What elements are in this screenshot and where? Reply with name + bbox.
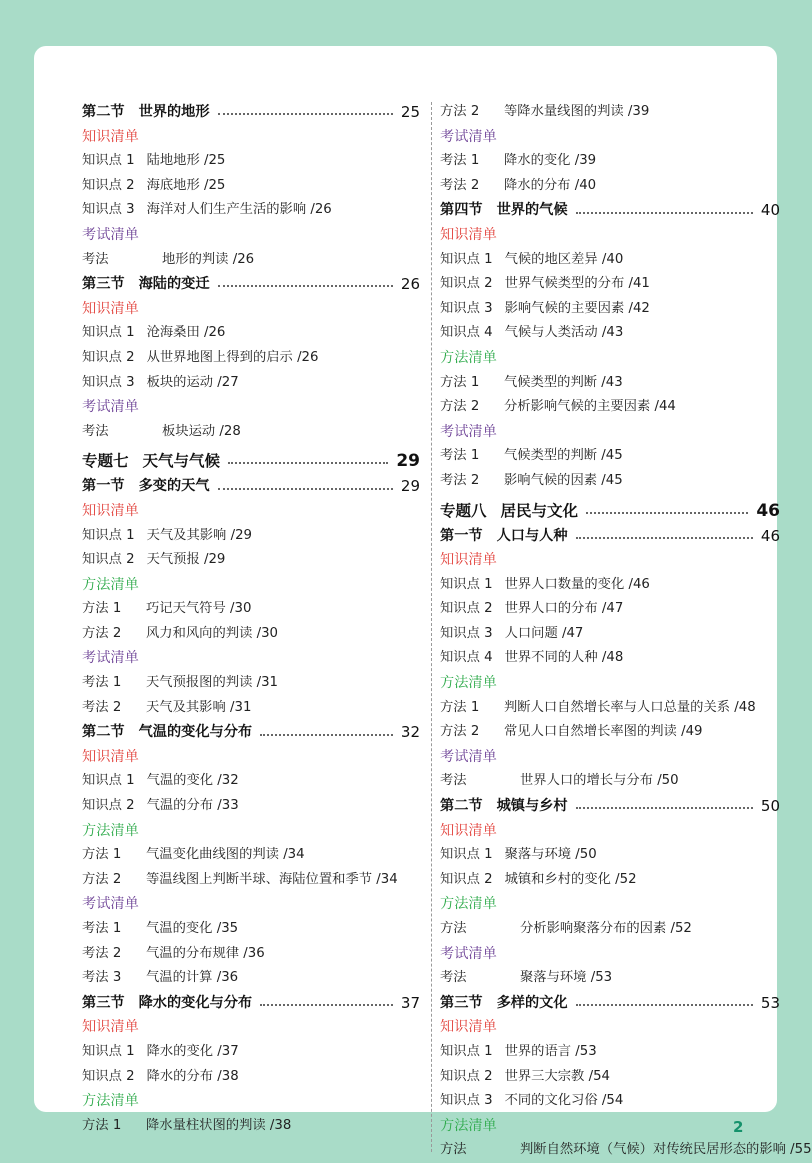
entry-text: 降水的分布 /38 (146, 1068, 239, 1084)
entry-label: 方法 2 (440, 104, 480, 119)
toc-entry[interactable] (82, 868, 420, 893)
toc-entry[interactable] (440, 769, 780, 794)
toc-title (82, 100, 210, 125)
entry-label: 方法 1 (440, 374, 480, 390)
entry-label: 方法 (440, 921, 467, 936)
toc-entry[interactable] (82, 942, 420, 967)
entry-text: 降水的分布 /40 (504, 177, 597, 193)
toc-page (34, 46, 812, 1158)
toc-entry[interactable] (440, 149, 780, 174)
category-heading-text: 方法清单 (440, 896, 497, 913)
entry-label: 方法 (440, 1142, 467, 1158)
entry-label: 方法 1 (82, 847, 122, 863)
entry-text: 巧记天气符号 /30 (146, 601, 252, 617)
toc-entry[interactable] (82, 321, 420, 346)
category-heading-text: 知识清单 (440, 226, 497, 243)
entry-text: 风力和风向的判读 /30 (146, 625, 279, 641)
entry-text: 海底地形 /25 (146, 177, 226, 193)
toc-page-number: 50 (760, 797, 780, 816)
category-heading (440, 420, 780, 445)
toc-entry[interactable] (440, 622, 780, 647)
entry-text: 地形的判读 /26 (162, 251, 255, 267)
toc-page-number: 32 (400, 723, 420, 742)
category-heading (82, 819, 420, 844)
toc-entry[interactable] (440, 843, 780, 868)
category-heading (440, 346, 780, 371)
category-heading (440, 745, 780, 770)
entry-label: 知识点 2 (82, 177, 135, 193)
toc-title-text: 城镇与乡村 (496, 798, 568, 815)
entry-text: 从世界地图上得到的启示 /26 (146, 349, 319, 365)
toc-entry[interactable] (82, 794, 420, 819)
entry-label: 考法 1 (440, 153, 480, 169)
toc-entry[interactable] (440, 696, 780, 721)
entry-label: 考法 (440, 970, 467, 986)
entry-text: 世界气候类型的分布 /41 (504, 276, 650, 292)
entry-text: 不同的文化习俗 /54 (504, 1093, 624, 1109)
toc-page-number: 53 (760, 993, 780, 1012)
entry-label: 考法 1 (82, 675, 122, 691)
category-heading-text: 知识清单 (82, 300, 139, 317)
toc-entry[interactable] (82, 966, 420, 991)
toc-title-text: 人口与人种 (496, 527, 568, 544)
toc-number: 第二节 (82, 104, 125, 120)
toc-entry[interactable] (440, 966, 780, 991)
toc-entry[interactable] (82, 198, 420, 223)
entry-text: 判断自然环境（气候）对传统民居形态的影响 /55 (520, 1142, 812, 1158)
toc-entry[interactable] (440, 597, 780, 622)
category-heading (440, 892, 780, 917)
entry-text: 板块的运动 /27 (146, 374, 239, 390)
toc-page-number: 29 (396, 451, 420, 472)
entry-label: 考法 1 (440, 448, 480, 464)
toc-entry[interactable] (440, 371, 780, 396)
toc-page-number: 25 (400, 103, 420, 121)
entry-text: 世界人口数量的变化 /46 (504, 576, 650, 592)
category-heading-text: 知识清单 (440, 552, 497, 569)
entry-label: 知识点 2 (440, 1068, 493, 1084)
category-heading (82, 223, 420, 248)
entry-label: 方法 1 (82, 1117, 122, 1133)
entry-label: 方法 2 (440, 724, 480, 740)
category-heading-text: 知识清单 (82, 748, 139, 765)
toc-entry[interactable] (440, 297, 780, 322)
toc-section-line[interactable] (82, 991, 420, 1016)
toc-number: 第三节 (82, 276, 125, 293)
toc-entry[interactable] (440, 321, 780, 346)
entry-label: 方法 2 (82, 625, 122, 641)
entry-text: 影响气候的主要因素 /42 (504, 300, 650, 316)
dot-leader (228, 462, 388, 464)
toc-entry[interactable] (82, 420, 420, 445)
category-heading (82, 892, 420, 917)
category-heading-text: 知识清单 (440, 822, 497, 839)
entry-text: 海洋对人们生产生活的影响 /26 (146, 202, 332, 218)
category-heading (440, 1114, 780, 1139)
entry-label: 知识点 2 (82, 349, 135, 365)
column-divider (431, 102, 432, 1152)
entry-label: 知识点 2 (82, 798, 135, 814)
entry-text: 气温的分布 /33 (146, 798, 239, 814)
entry-label: 知识点 3 (440, 300, 493, 316)
entry-text: 世界三大宗教 /54 (504, 1068, 610, 1084)
entry-label: 知识点 2 (440, 601, 493, 617)
category-heading-text: 考试清单 (82, 896, 139, 913)
toc-title-text: 气温的变化与分布 (138, 724, 253, 741)
toc-section-line[interactable] (82, 474, 420, 499)
category-heading (82, 646, 420, 671)
entry-label: 考法 1 (82, 921, 122, 936)
toc-entry[interactable] (440, 395, 780, 420)
toc-title-text: 多变的天气 (138, 478, 210, 495)
entry-text: 天气预报图的判读 /31 (146, 675, 279, 691)
category-heading (440, 942, 780, 967)
toc-page-number: 46 (756, 500, 780, 521)
toc-entry[interactable] (82, 622, 420, 647)
entry-text: 聚落与环境 /53 (520, 970, 613, 986)
toc-title-text: 海陆的变迁 (138, 276, 210, 293)
entry-label: 知识点 1 (82, 527, 135, 543)
toc-entry[interactable] (440, 917, 780, 942)
toc-entry[interactable] (440, 1138, 812, 1163)
category-heading (440, 671, 780, 696)
toc-entry[interactable] (82, 1040, 420, 1065)
toc-topic-line[interactable] (440, 498, 780, 524)
toc-number: 专题七 (82, 452, 129, 471)
category-heading-text: 方法清单 (82, 1093, 139, 1110)
entry-text: 等降水量线图的判读 /39 (504, 104, 650, 119)
toc-page-number: 26 (400, 275, 420, 294)
toc-entry[interactable] (82, 696, 420, 721)
toc-number: 第三节 (82, 994, 125, 1011)
toc-section-line[interactable] (82, 272, 420, 297)
toc-entry[interactable] (82, 597, 420, 622)
dot-leader (576, 1004, 753, 1006)
toc-title-text: 世界的气候 (496, 202, 568, 219)
entry-label: 方法 2 (440, 399, 480, 415)
toc-entry[interactable] (440, 868, 780, 893)
toc-section-line[interactable] (440, 524, 780, 549)
entry-text: 等温线图上判断半球、海陆位置和季节 /34 (146, 871, 398, 887)
toc-entry[interactable] (440, 646, 780, 671)
entry-label: 知识点 1 (440, 576, 493, 592)
entry-label: 知识点 2 (440, 871, 493, 887)
toc-title (440, 198, 568, 223)
toc-entry[interactable] (440, 444, 780, 469)
category-heading (82, 125, 420, 150)
entry-label: 知识点 2 (82, 552, 135, 568)
toc-title (82, 272, 210, 297)
entry-text: 气候的地区差异 /40 (504, 251, 624, 267)
entry-label: 考法 (440, 773, 467, 789)
category-heading-text: 考试清单 (440, 128, 497, 145)
toc-number: 第一节 (82, 478, 125, 495)
entry-text: 气温变化曲线图的判读 /34 (146, 847, 305, 863)
category-heading-text: 方法清单 (82, 822, 139, 839)
toc-entry[interactable] (440, 469, 780, 494)
entry-label: 知识点 3 (440, 625, 493, 641)
category-heading-text: 考试清单 (82, 650, 139, 667)
entry-text: 降水的变化 /39 (504, 153, 597, 169)
toc-entry[interactable] (82, 371, 420, 396)
entry-label: 知识点 4 (440, 650, 493, 666)
category-heading (82, 573, 420, 598)
toc-section-line[interactable] (82, 100, 420, 125)
category-heading (440, 1015, 780, 1040)
toc-right-column (440, 100, 812, 1163)
entry-label: 方法 2 (82, 871, 122, 887)
toc-title (82, 991, 252, 1016)
toc-entry[interactable] (440, 248, 780, 273)
entry-label: 方法 1 (82, 601, 122, 617)
entry-label: 知识点 3 (82, 374, 135, 390)
toc-title (82, 720, 252, 745)
entry-text: 世界不同的人种 /48 (504, 650, 624, 666)
toc-title-text: 降水的变化与分布 (138, 994, 253, 1011)
entry-text: 天气及其影响 /31 (146, 699, 252, 715)
toc-title (82, 474, 210, 499)
toc-entry[interactable] (440, 573, 780, 598)
dot-leader (576, 807, 753, 809)
entry-label: 考法 2 (82, 699, 122, 715)
entry-text: 降水的变化 /37 (146, 1043, 239, 1059)
entry-text: 气候类型的判断 /45 (504, 448, 623, 464)
category-heading-text: 方法清单 (82, 576, 139, 593)
category-heading-text: 考试清单 (440, 748, 497, 765)
toc-entry[interactable] (82, 346, 420, 371)
entry-label: 知识点 3 (440, 1093, 493, 1109)
toc-entry[interactable] (82, 548, 420, 573)
toc-entry[interactable] (82, 769, 420, 794)
toc-section-line[interactable] (440, 991, 780, 1016)
toc-title-text: 天气与气候 (142, 452, 221, 471)
toc-entry[interactable] (82, 524, 420, 549)
category-heading (440, 548, 780, 573)
entry-label: 知识点 3 (82, 202, 135, 218)
entry-label: 考法 2 (440, 472, 480, 488)
category-heading-text: 考试清单 (82, 399, 139, 416)
category-heading (440, 819, 780, 844)
toc-entry[interactable] (82, 917, 420, 942)
entry-text: 沧海桑田 /26 (146, 325, 226, 341)
toc-entry[interactable] (440, 100, 780, 125)
dot-leader (260, 1004, 393, 1006)
entry-label: 考法 2 (440, 177, 480, 193)
toc-page-number: 29 (400, 477, 420, 496)
toc-number: 第二节 (440, 798, 483, 815)
toc-entry[interactable] (82, 843, 420, 868)
entry-text: 气温的分布规律 /36 (146, 945, 265, 961)
toc-left-column (82, 100, 420, 1138)
entry-label: 考法 3 (82, 970, 122, 986)
toc-number: 专题八 (440, 501, 487, 520)
dot-leader (260, 734, 393, 736)
entry-label: 考法 (82, 251, 109, 267)
dot-leader (218, 113, 393, 115)
entry-text: 气候与人类活动 /43 (504, 325, 624, 341)
entry-text: 板块运动 /28 (162, 423, 241, 439)
category-heading-text: 知识清单 (440, 1019, 497, 1036)
toc-entry[interactable] (82, 1065, 420, 1090)
entry-label: 知识点 1 (440, 847, 493, 863)
category-heading (82, 395, 420, 420)
category-heading-text: 知识清单 (82, 128, 139, 145)
toc-page-number: 46 (760, 526, 780, 545)
entry-text: 降水量柱状图的判读 /38 (146, 1117, 292, 1133)
category-heading-text: 知识清单 (82, 1019, 139, 1036)
toc-number: 第三节 (440, 994, 483, 1011)
toc-title-text: 居民与文化 (500, 501, 579, 520)
entry-text: 聚落与环境 /50 (504, 847, 597, 863)
entry-text: 人口问题 /47 (504, 625, 584, 641)
entry-label: 考法 2 (82, 945, 122, 961)
entry-text: 气温的计算 /36 (146, 970, 239, 986)
category-heading-text: 方法清单 (440, 1117, 497, 1134)
category-heading-text: 考试清单 (82, 226, 139, 243)
toc-section-line[interactable] (440, 794, 780, 819)
entry-label: 知识点 1 (82, 1043, 135, 1059)
entry-text: 天气及其影响 /29 (146, 527, 252, 543)
toc-title-text: 多样的文化 (496, 994, 568, 1011)
entry-text: 气候类型的判断 /43 (504, 374, 623, 390)
entry-label: 知识点 2 (82, 1068, 135, 1084)
toc-title (440, 794, 568, 819)
toc-section-line[interactable] (440, 198, 780, 223)
dot-leader (576, 537, 753, 539)
entry-label: 考法 (82, 423, 109, 439)
entry-label: 知识点 1 (82, 325, 135, 341)
entry-text: 城镇和乡村的变化 /52 (504, 871, 637, 887)
toc-section-line[interactable] (82, 720, 420, 745)
category-heading-text: 考试清单 (440, 423, 497, 440)
category-heading-text: 考试清单 (440, 945, 497, 962)
entry-label: 知识点 4 (440, 325, 493, 341)
entry-text: 气温的变化 /32 (146, 773, 239, 789)
toc-number: 第四节 (440, 202, 483, 219)
toc-entry[interactable] (440, 174, 780, 199)
entry-text: 天气预报 /29 (146, 552, 226, 568)
entry-text: 世界人口的分布 /47 (504, 601, 624, 617)
entry-label: 知识点 1 (440, 1043, 493, 1059)
entry-label: 知识点 1 (82, 773, 135, 789)
entry-text: 气温的变化 /35 (146, 921, 239, 936)
toc-entry[interactable] (82, 149, 420, 174)
category-heading-text: 方法清单 (440, 349, 497, 366)
toc-entry[interactable] (440, 720, 780, 745)
entry-text: 常见人口自然增长率图的判读 /49 (504, 724, 703, 740)
entry-label: 知识点 2 (440, 276, 493, 292)
entry-text: 分析影响聚落分布的因素 /52 (520, 921, 692, 936)
toc-page-number: 40 (760, 201, 780, 220)
toc-entry[interactable] (440, 1040, 780, 1065)
category-heading (440, 125, 780, 150)
toc-number: 第二节 (82, 724, 125, 741)
category-heading-text: 知识清单 (82, 502, 139, 519)
category-heading (82, 745, 420, 770)
category-heading (82, 297, 420, 322)
category-heading (440, 223, 780, 248)
toc-entry[interactable] (440, 272, 780, 297)
toc-entry[interactable] (82, 671, 420, 696)
entry-label: 知识点 1 (82, 153, 135, 169)
category-heading (82, 499, 420, 524)
entry-text: 陆地地形 /25 (146, 153, 226, 169)
dot-leader (586, 512, 748, 514)
entry-text: 分析影响气候的主要因素 /44 (504, 399, 676, 415)
toc-title (82, 448, 220, 474)
dot-leader (576, 212, 753, 214)
category-heading (82, 1015, 420, 1040)
entry-label: 知识点 1 (440, 251, 493, 267)
toc-entry[interactable] (82, 174, 420, 199)
toc-title-text: 世界的地形 (138, 104, 210, 120)
entry-text: 世界的语言 /53 (504, 1043, 597, 1059)
toc-title (440, 524, 568, 549)
entry-text: 世界人口的增长与分布 /50 (520, 773, 679, 789)
dot-leader (218, 488, 393, 490)
category-heading-text: 方法清单 (440, 675, 497, 692)
entry-text: 判断人口自然增长率与人口总量的关系 /48 (504, 699, 756, 715)
dot-leader (218, 285, 393, 287)
entry-label: 方法 1 (440, 699, 480, 715)
page-number: 2 (733, 1118, 744, 1136)
toc-title (440, 498, 578, 524)
entry-text: 影响气候的因素 /45 (504, 472, 623, 488)
toc-entry[interactable] (440, 1089, 780, 1114)
toc-number: 第一节 (440, 527, 483, 544)
toc-entry[interactable] (440, 1065, 780, 1090)
toc-entry[interactable] (82, 248, 420, 273)
toc-title (440, 991, 568, 1016)
toc-page-number: 37 (400, 993, 420, 1012)
toc-topic-line[interactable] (82, 448, 420, 474)
category-heading (82, 1089, 420, 1114)
toc-entry[interactable] (82, 1114, 420, 1139)
